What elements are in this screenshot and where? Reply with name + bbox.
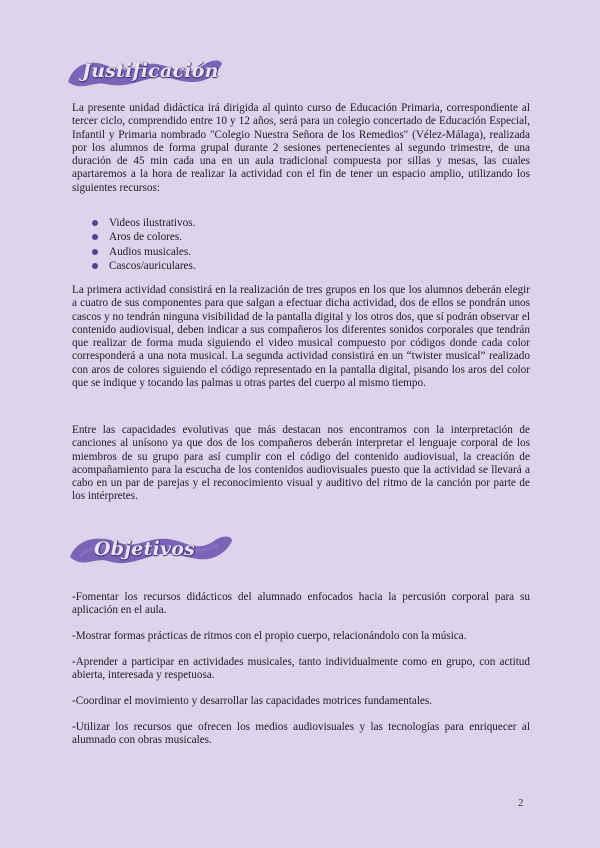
page-number: 2: [518, 797, 524, 809]
objetivo-item: -Aprender a participar en actividades musicales, tanto individualmente como en grupo, con actitud abierta, interesada y respetuosa.: [72, 656, 530, 682]
heading-title: Objetivos: [94, 538, 196, 560]
justificacion-paragraph-3: Entre las capacidades evolutivas que más destacan nos encontramos con la interpretación de canciones al unísono ya que dos de los compañeros deberán interpretar el lenguaje corporal de los miembros de su grupo para así cumplir con el código del contenido audiovisual, la creación de acompañamiento para la escucha de los contenidos audiovisuales puesto que la actividad se llevará a cabo en un par de parejas y el reconocimiento visual y auditivo del ritmo de la canción por parte de los intérpretes.: [72, 424, 530, 503]
heading-title: Justificación: [82, 60, 219, 82]
list-item: Videos ilustrativos.: [92, 216, 196, 230]
objetivo-item: -Mostrar formas prácticas de ritmos con el propio cuerpo, relacionándolo con la música.: [72, 630, 467, 642]
objetivo-item: -Utilizar los recursos que ofrecen los medios audiovisuales y las tecnologías para enriquecer al alumnado con obras musicales.: [72, 721, 530, 747]
bullet-icon: [92, 234, 98, 240]
bullet-icon: [92, 249, 98, 255]
bullet-icon: [92, 220, 98, 226]
section-heading-justificacion: [64, 52, 224, 96]
list-item: Audios musicales.: [92, 245, 196, 259]
objetivo-item: -Fomentar los recursos didácticos del alumnado enfocados hacia la percusión corporal para su aplicación en el aula.: [72, 591, 530, 617]
list-item: Cascos/auriculares.: [92, 259, 196, 273]
list-item: Aros de colores.: [92, 230, 196, 244]
justificacion-paragraph-2: La primera actividad consistirá en la realización de tres grupos en los que los alumnos deberán elegir a cuatro de sus componentes para que salgan a efectuar dicha actividad, dos de ellos se pondrán unos cascos y no tendrán ninguna visibilidad de la pantalla digital y los otros dos, que sí podrán observar el contenido audiovisual, deben indicar a sus compañeros los diferentes sonidos corporales que tendrán que realizar de forma muda siguiendo el video musical compuesto por códigos donde cada color corresponderá a una nota musical. La segunda actividad consistirá en un “twister musical” realizado con aros de colores siguiendo el código representado en la pantalla digital, pisando los aros del color que se indique y tocando las palmas u otras partes del cuerpo al mismo tiempo.: [72, 284, 530, 390]
resources-list: [92, 216, 196, 274]
bullet-icon: [92, 263, 98, 269]
section-heading-objetivos: [64, 529, 234, 573]
justificacion-paragraph-1: La presente unidad didáctica irá dirigida al quinto curso de Educación Primaria, correspondiente al tercer ciclo, comprendido entre 10 y 12 años, será para un colegio concertado de Educación Especial, Infantil y Primaria nombrado "Colegio Nuestra Señora de los Remedios" (Vélez-Málaga), realizada por los alumnos de forma grupal durante 2 sesiones pertenecientes al segundo trimestre, de una duración de 45 min cada una en un aula tradicional compuesta por sillas y mesas, las cuales apartaremos a la hora de realizar la actividad con el fin de tener un espacio amplio, utilizando los siguientes recursos:: [72, 102, 530, 194]
objetivo-item: -Coordinar el movimiento y desarrollar las capacidades motrices fundamentales.: [72, 695, 433, 707]
